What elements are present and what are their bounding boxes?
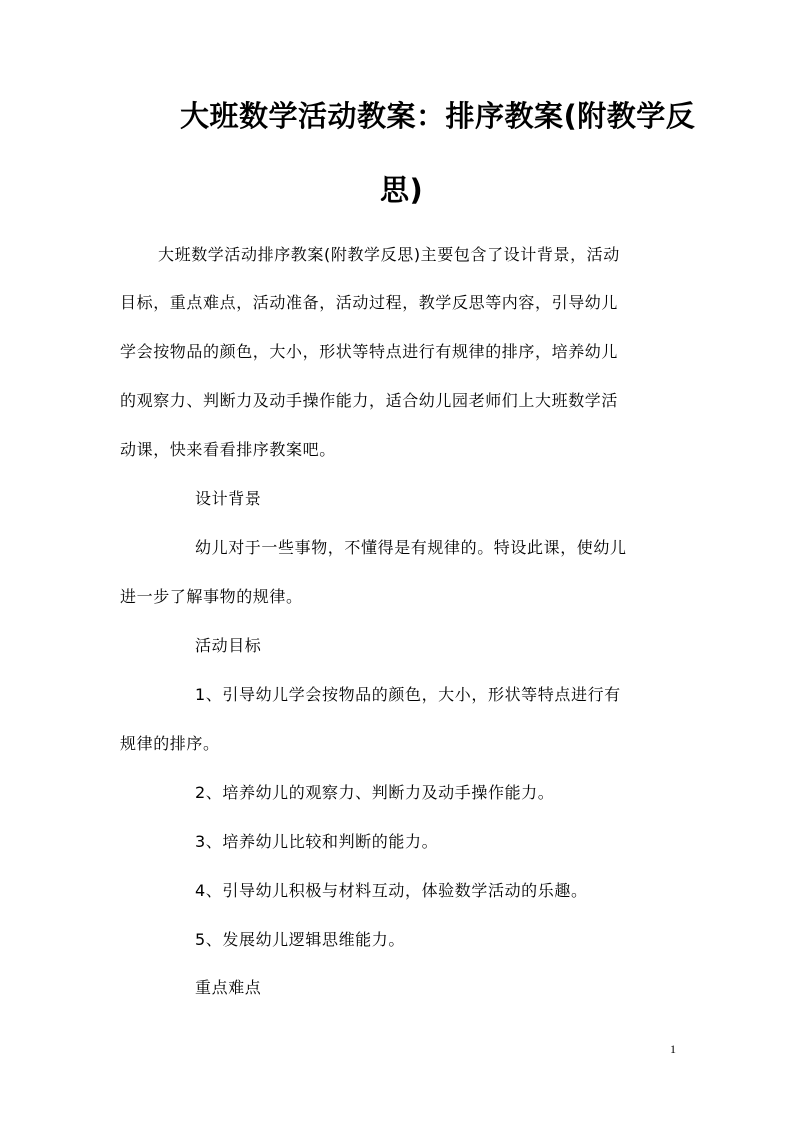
goal-item-2: 2、培养幼儿的观察力、判断力及动手操作能力。 bbox=[195, 783, 555, 802]
goal-item-5: 5、发展幼儿逻辑思维能力。 bbox=[195, 930, 405, 949]
goal-item-4: 4、引导幼儿积极与材料互动，体验数学活动的乐趣。 bbox=[195, 881, 588, 900]
goal-item-1-line-1: 1、引导幼儿学会按物品的颜色，大小，形状等特点进行有 bbox=[195, 685, 621, 704]
intro-line-4: 的观察力、判断力及动手操作能力，适合幼儿园老师们上大班数学活 bbox=[120, 391, 619, 410]
document-title-line-2: 思) bbox=[380, 173, 424, 207]
section-heading-key-points: 重点难点 bbox=[195, 978, 262, 997]
document-title-line-1: 大班数学活动教案：排序教案(附教学反 bbox=[180, 99, 696, 133]
section-heading-goals: 活动目标 bbox=[195, 636, 262, 655]
design-line-2: 进一步了解事物的规律。 bbox=[120, 587, 303, 606]
design-line-1: 幼儿对于一些事物，不懂得是有规律的。特设此课，使幼儿 bbox=[195, 538, 627, 557]
section-heading-design: 设计背景 bbox=[195, 489, 262, 508]
intro-line-2: 目标，重点难点，活动准备，活动过程，教学反思等内容，引导幼儿 bbox=[120, 293, 619, 312]
intro-line-1: 大班数学活动排序教案(附教学反思)主要包含了设计背景，活动 bbox=[158, 245, 620, 264]
intro-line-3: 学会按物品的颜色，大小，形状等特点进行有规律的排序，培养幼儿 bbox=[120, 342, 619, 361]
goal-item-1-line-2: 规律的排序。 bbox=[120, 734, 220, 753]
page-number: 1 bbox=[670, 1042, 676, 1056]
goal-item-3: 3、培养幼儿比较和判断的能力。 bbox=[195, 832, 439, 851]
intro-line-5: 动课，快来看看排序教案吧。 bbox=[120, 440, 336, 459]
